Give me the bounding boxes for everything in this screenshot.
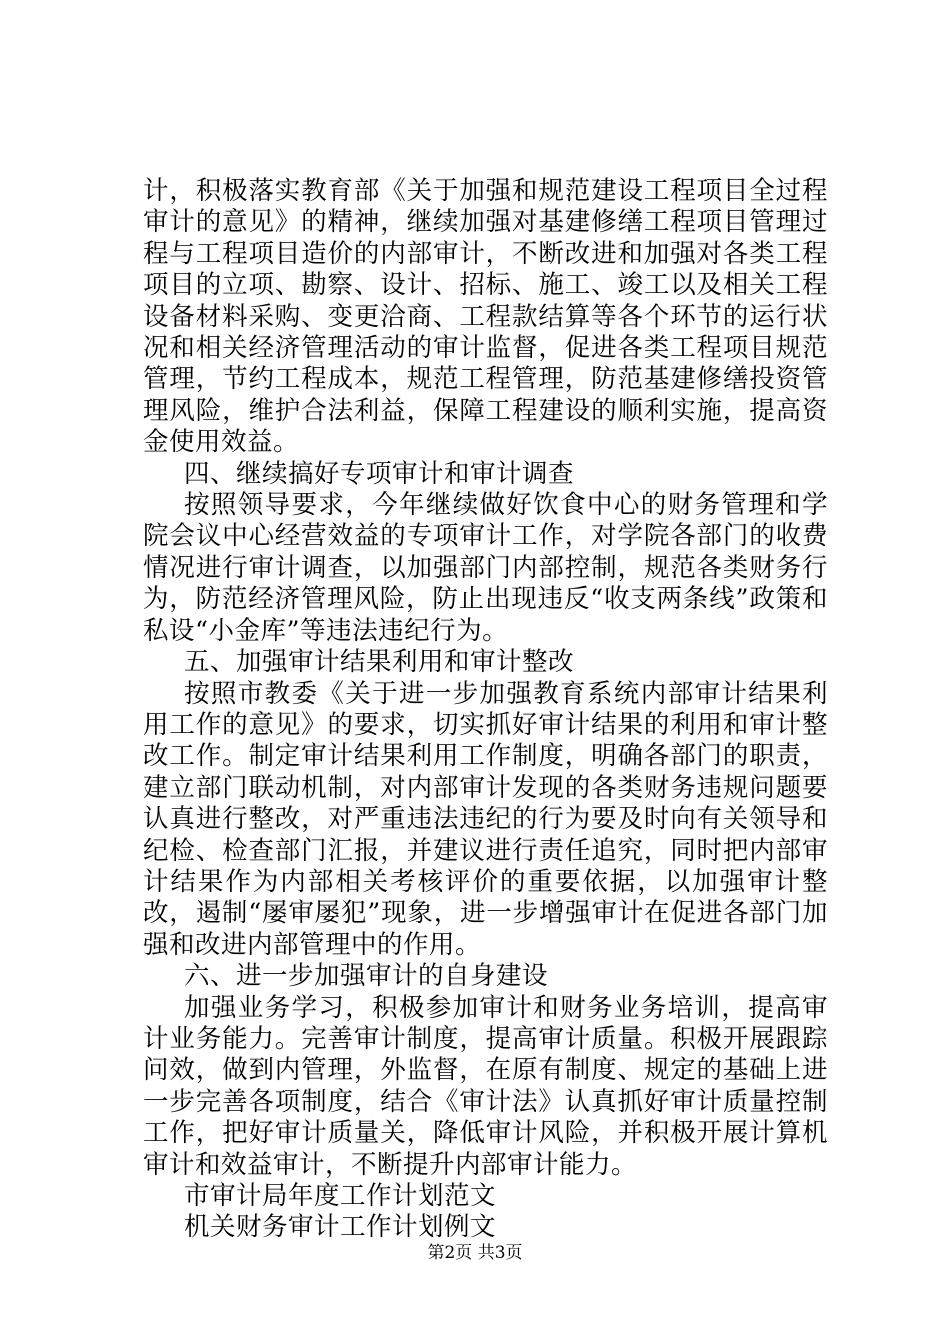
page-number-footer: 第2页 共3页: [427, 1243, 523, 1263]
paragraph-self-building: 加强业务学习，积极参加审计和财务业务培训，提高审计业务能力。完善审计制度，提高审计质量。积极开展跟踪问效，做到内管理，外监督，在原有制度、规定的基础上进一步完善各项制度，结合《审计法》认真抓好审计质量控制工作，把好审计质量关，降低审计风险，并积极开展计算机审计和效益审计，不断提升内部审计能力。: [143, 992, 828, 1180]
paragraph-audit-results: 按照市教委《关于进一步加强教育系统内部审计结果利用工作的意见》的要求，切实抓好审计结果的利用和审计整改工作。制定审计结果利用工作制度，明确各部门的职责，建立部门联动机制，对内部审计发现的各类财务违规问题要认真进行整改，对严重违法违纪的行为要及时向有关领导和纪检、检查部门汇报，并建议进行责任追究，同时把内部审计结果作为内部相关考核评价的重要依据，以加强审计整改，遏制“屡审屡犯”现象，进一步增强审计在促进各部门加强和改进内部管理中的作用。: [143, 678, 828, 960]
paragraph-engineering-audit: 计，积极落实教育部《关于加强和规范建设工程项目全过程审计的意见》的精神，继续加强对基建修缮工程项目管理过程与工程项目造价的内部审计，不断改进和加强对各类工程项目的立项、勘察、设计、招标、施工、竣工以及相关工程设备材料采购、变更洽商、工程款结算等各个环节的运行状况和相关经济管理活动的审计监督，促进各类工程项目规范管理，节约工程成本，规范工程管理，防范基建修缮投资管理风险，维护合法利益，保障工程建设的顺利实施，提高资金使用效益。: [143, 176, 828, 458]
section-heading-4: 四、继续搞好专项审计和审计调查: [184, 458, 575, 489]
section-heading-5: 五、加强审计结果利用和审计整改: [184, 647, 575, 678]
section-heading-6: 六、进一步加强审计的自身建设: [184, 961, 549, 992]
document-body: [143, 176, 828, 1244]
related-article-link-1: 市审计局年度工作计划范文: [184, 1181, 497, 1211]
related-article-link-2: 机关财务审计工作计划例文: [184, 1212, 497, 1243]
paragraph-special-audit: 按照领导要求，今年继续做好饮食中心的财务管理和学院会议中心经营效益的专项审计工作，对学院各部门的收费情况进行审计调查，以加强部门内部控制，规范各类财务行为，防范经济管理风险，防止出现违反“收支两条线”政策和私设“小金库”等违法违纪行为。: [143, 490, 828, 646]
